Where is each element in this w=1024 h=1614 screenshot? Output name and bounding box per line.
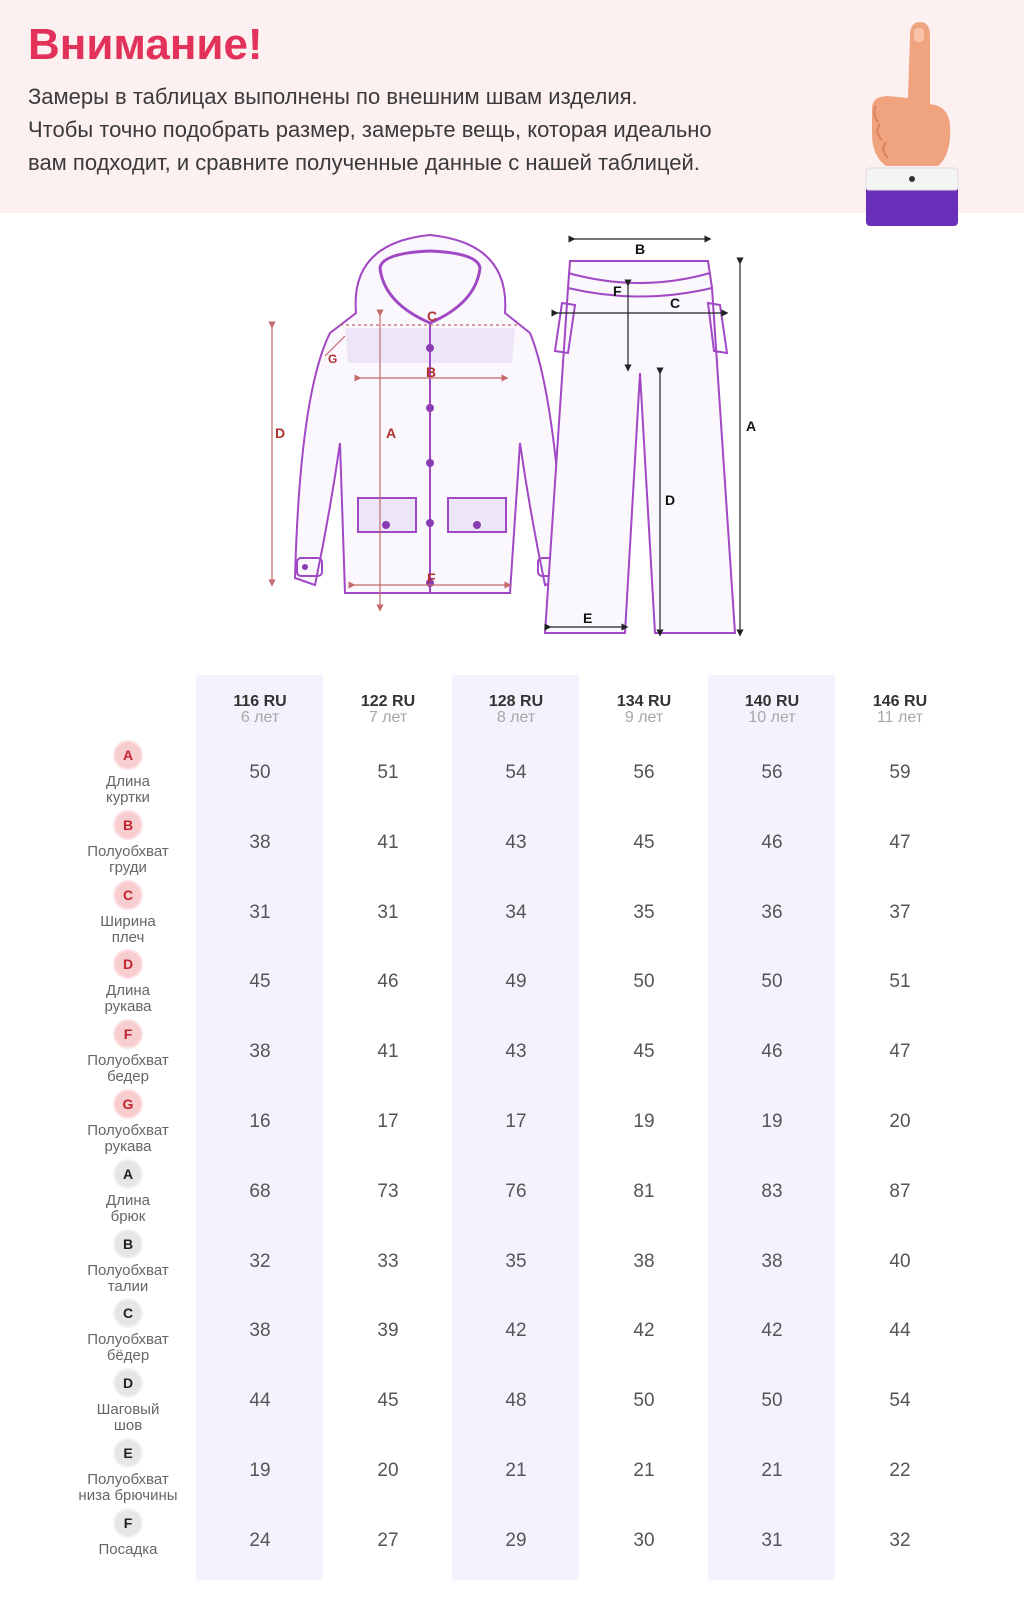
table-row xyxy=(0,740,1024,810)
measure-label-line: Полуобхват xyxy=(87,1261,169,1279)
table-cell: 21 xyxy=(633,1460,655,1481)
table-cell: 45 xyxy=(633,1041,655,1063)
measure-letter-badge: F xyxy=(113,1019,143,1049)
measure-label xyxy=(60,844,196,876)
jacket-letter: F xyxy=(427,570,436,586)
notice-banner xyxy=(0,0,1024,213)
row-label xyxy=(60,1019,196,1085)
table-cell: 32 xyxy=(249,1250,271,1272)
table-cell: 50 xyxy=(761,1390,783,1412)
measure-label xyxy=(60,1472,196,1504)
measure-label-line: Длина xyxy=(106,773,150,790)
column-header xyxy=(580,693,708,727)
size-label: 134 RU xyxy=(616,693,672,710)
table-cell: 16 xyxy=(249,1111,271,1132)
size-label: 128 RU xyxy=(488,693,544,710)
measure-label xyxy=(60,1542,196,1558)
notice-line: вам подходит, и сравните полученные данные с нашей таблицей. xyxy=(28,150,700,175)
table-cell: 19 xyxy=(633,1111,655,1132)
pointing-hand-icon xyxy=(858,14,968,234)
table-cell: 31 xyxy=(249,901,271,923)
measure-label-line: брюк xyxy=(110,1207,146,1225)
table-cell: 31 xyxy=(761,1529,783,1551)
measure-label-line: груди xyxy=(109,858,147,876)
measure-letter-badge: E xyxy=(113,1438,143,1468)
table-cell: 51 xyxy=(377,762,399,783)
table-row xyxy=(0,1159,1024,1229)
table-cell: 51 xyxy=(889,971,911,993)
table-cell: 38 xyxy=(761,1250,783,1272)
column-header xyxy=(196,693,324,727)
table-cell: 46 xyxy=(761,831,783,853)
jacket-drawing xyxy=(295,235,565,593)
column-header xyxy=(708,693,836,727)
measure-label-line: низа брючины xyxy=(78,1487,178,1504)
measure-letter-badge: A xyxy=(113,1159,143,1189)
table-cell: 27 xyxy=(377,1529,399,1551)
table-row xyxy=(0,880,1024,950)
measure-label xyxy=(60,1332,196,1364)
measure-letter-badge: D xyxy=(113,1368,143,1398)
pants-letter: C xyxy=(670,295,681,311)
table-cell: 50 xyxy=(761,971,783,993)
measure-letter-badge: C xyxy=(113,880,143,910)
table-cell: 42 xyxy=(505,1320,527,1342)
size-label: 122 RU xyxy=(360,693,416,710)
measure-letter-badge: A xyxy=(113,740,143,770)
table-cell: 41 xyxy=(377,1041,399,1063)
table-cell: 34 xyxy=(505,901,527,923)
table-cell: 73 xyxy=(377,1180,399,1202)
table-cell: 83 xyxy=(761,1180,783,1202)
table-cell: 33 xyxy=(377,1250,399,1272)
measure-label-line: рукава xyxy=(104,998,152,1016)
table-cell: 17 xyxy=(505,1111,527,1132)
table-cell: 81 xyxy=(633,1180,655,1202)
table-cell: 50 xyxy=(633,971,655,993)
table-cell: 32 xyxy=(889,1529,911,1551)
table-cell: 21 xyxy=(761,1460,783,1481)
table-cell: 38 xyxy=(633,1250,655,1272)
measure-label-line: Полуобхват xyxy=(87,1471,169,1488)
pants-letter: D xyxy=(665,492,676,508)
table-row xyxy=(0,949,1024,1019)
table-cell: 29 xyxy=(505,1529,527,1551)
jacket-letter: A xyxy=(386,425,397,441)
measure-label-line: Длина xyxy=(106,1191,150,1209)
measure-letter-badge: G xyxy=(113,1089,143,1119)
row-label xyxy=(60,880,196,946)
table-cell: 48 xyxy=(505,1390,527,1412)
row-label xyxy=(60,740,196,806)
table-cell: 30 xyxy=(633,1529,655,1551)
jacket-letter: G xyxy=(328,352,338,366)
row-label xyxy=(60,1089,196,1155)
column-header xyxy=(324,693,452,727)
table-cell: 68 xyxy=(249,1180,271,1202)
measure-label-line: Полуобхват xyxy=(87,1052,169,1070)
row-label xyxy=(60,1368,196,1434)
table-cell: 46 xyxy=(377,971,399,993)
table-cell: 87 xyxy=(889,1180,911,1202)
measure-letter-badge: D xyxy=(113,949,143,979)
garment-diagram xyxy=(0,213,1024,653)
measure-label xyxy=(60,774,196,806)
table-cell: 46 xyxy=(761,1041,783,1063)
table-cell: 43 xyxy=(505,1041,527,1063)
row-label xyxy=(60,810,196,876)
jacket-letter: C xyxy=(427,308,438,324)
age-label: 6 лет xyxy=(240,709,280,726)
measure-label-line: рукава xyxy=(104,1138,152,1155)
column-header xyxy=(452,693,580,727)
notice-title: Внимание! xyxy=(28,20,263,69)
row-label xyxy=(60,1229,196,1295)
age-label: 10 лет xyxy=(748,709,796,726)
measure-label-line: бёдер xyxy=(106,1347,150,1365)
table-cell: 36 xyxy=(761,901,783,923)
measure-label-line: Полуобхват xyxy=(87,1331,169,1349)
measure-label xyxy=(60,1123,196,1155)
table-cell: 54 xyxy=(505,762,527,783)
table-row xyxy=(0,810,1024,880)
table-row xyxy=(0,1229,1024,1299)
pants-letter: B xyxy=(635,241,646,257)
table-cell: 59 xyxy=(889,762,911,783)
table-cell: 76 xyxy=(505,1180,527,1202)
table-cell: 41 xyxy=(377,831,399,853)
table-cell: 47 xyxy=(889,831,911,853)
table-cell: 20 xyxy=(889,1111,911,1132)
measure-label-line: плеч xyxy=(111,928,145,946)
age-label: 11 лет xyxy=(876,709,924,726)
table-cell: 45 xyxy=(377,1390,399,1412)
table-cell: 45 xyxy=(249,971,271,993)
measure-label-line: Посадка xyxy=(98,1540,158,1558)
age-label: 9 лет xyxy=(624,709,664,726)
measure-label xyxy=(60,1402,196,1434)
table-cell: 42 xyxy=(633,1320,655,1342)
pants-letter: F xyxy=(613,283,622,299)
pants-drawing xyxy=(545,261,735,633)
age-label: 7 лет xyxy=(368,709,408,726)
table-cell: 22 xyxy=(889,1460,911,1481)
measure-letter-badge: B xyxy=(113,1229,143,1259)
row-label xyxy=(60,1159,196,1225)
measure-letter-badge: B xyxy=(113,810,143,840)
measure-label-line: Полуобхват xyxy=(87,842,169,860)
size-table xyxy=(0,675,1024,1580)
table-cell: 49 xyxy=(505,971,527,993)
measure-label-line: Ширина xyxy=(100,912,156,930)
measure-label-line: Полуобхват xyxy=(87,1122,169,1139)
table-cell: 21 xyxy=(505,1460,527,1481)
column-header xyxy=(836,693,964,727)
table-cell: 19 xyxy=(761,1111,783,1132)
jacket-letter: B xyxy=(426,364,437,380)
notice-text xyxy=(28,80,828,179)
measure-letter-badge: C xyxy=(113,1298,143,1328)
table-cell: 39 xyxy=(377,1320,399,1342)
measure-label xyxy=(60,1053,196,1085)
jacket-letter: D xyxy=(275,425,286,441)
measure-letter-badge: F xyxy=(113,1508,143,1538)
table-row xyxy=(0,1089,1024,1159)
measure-label-line: бедер xyxy=(107,1068,149,1086)
row-label xyxy=(60,1508,196,1558)
table-row xyxy=(0,1368,1024,1438)
row-label xyxy=(60,1438,196,1504)
size-label: 140 RU xyxy=(744,693,800,710)
table-row xyxy=(0,1508,1024,1578)
table-cell: 24 xyxy=(249,1529,271,1551)
measure-label xyxy=(60,1193,196,1225)
table-cell: 44 xyxy=(889,1320,911,1342)
table-cell: 45 xyxy=(633,831,655,853)
table-cell: 47 xyxy=(889,1041,911,1063)
pants-letter: E xyxy=(583,610,593,626)
table-cell: 40 xyxy=(889,1250,911,1272)
table-row xyxy=(0,1438,1024,1508)
measure-label xyxy=(60,914,196,946)
age-label: 8 лет xyxy=(496,709,536,726)
measure-label xyxy=(60,983,196,1015)
measure-label-line: талии xyxy=(107,1277,149,1295)
measure-label-line: Длина xyxy=(106,982,150,1000)
size-label: 146 RU xyxy=(872,693,928,710)
table-cell: 38 xyxy=(249,1041,271,1063)
measure-label-line: шов xyxy=(113,1417,143,1435)
table-cell: 42 xyxy=(761,1320,783,1342)
table-row xyxy=(0,1298,1024,1368)
table-cell: 56 xyxy=(633,762,655,783)
table-cell: 44 xyxy=(249,1390,271,1412)
table-cell: 56 xyxy=(761,762,783,783)
table-cell: 50 xyxy=(249,762,271,783)
measure-label-line: Шаговый xyxy=(96,1401,160,1419)
table-cell: 35 xyxy=(505,1250,527,1272)
table-cell: 50 xyxy=(633,1390,655,1412)
notice-line: Чтобы точно подобрать размер, замерьте вещь, которая идеально xyxy=(28,117,712,142)
table-cell: 20 xyxy=(377,1460,399,1481)
table-cell: 37 xyxy=(889,901,911,923)
table-cell: 35 xyxy=(633,901,655,923)
row-label xyxy=(60,949,196,1015)
table-cell: 54 xyxy=(889,1390,911,1412)
row-label xyxy=(60,1298,196,1364)
measure-label-line: куртки xyxy=(106,789,150,806)
table-cell: 31 xyxy=(377,901,399,923)
pants-letter: A xyxy=(746,418,757,434)
table-cell: 43 xyxy=(505,831,527,853)
size-label: 116 RU xyxy=(233,693,287,710)
measure-label xyxy=(60,1263,196,1295)
table-cell: 38 xyxy=(249,831,271,853)
table-row xyxy=(0,1019,1024,1089)
table-cell: 19 xyxy=(249,1460,271,1481)
notice-line: Замеры в таблицах выполнены по внешним швам изделия. xyxy=(28,84,638,109)
table-cell: 38 xyxy=(249,1320,271,1342)
table-cell: 17 xyxy=(377,1111,399,1132)
